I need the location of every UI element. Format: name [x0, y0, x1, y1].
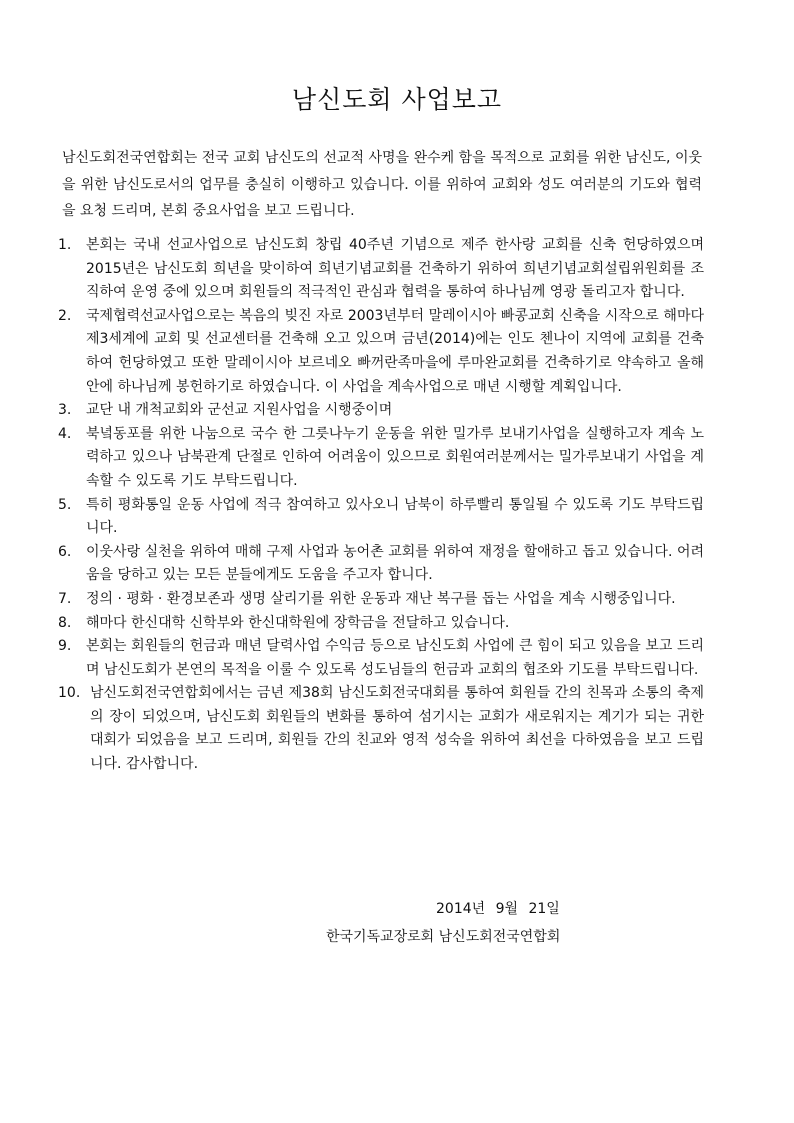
report-item: [58, 541, 704, 588]
item-number: 9.: [58, 638, 72, 655]
item-number: 4.: [58, 425, 72, 442]
report-item: [58, 305, 704, 399]
intro-paragraph: 남신도회전국연합회는 전국 교회 남신도의 선교적 사명을 완수케 함을 목적으로 교회를 위한 남신도, 이웃을 위한 남신도로서의 업무를 충실히 이행하고 있습니다. 이를 위하여 교회와 성도 여러분의 기도와 협력을 요청 드리며, 본회 중요사업을 보고 드립니다.: [62, 150, 702, 219]
item-text: 국제협력선교사업으로는 복음의 빚진 자로 2003년부터 말레이시아 빠콩교회 신축을 시작으로 해마다 제3세계에 교회 및 선교센터를 건축해 오고 있으며 금년(2014)에는 인도 첸나이 지역에 교회를 건축하여 헌당하였고 또한 말레이시아 보르네오 빠꺼란족마을에 루마완교회를 건축하기로 약속하고 올해 안에 하나님께 봉헌하기로 하였습니다. 이 사업을 계속사업으로 매년 시행할 계획입니다.: [86, 307, 704, 395]
item-number: 2.: [58, 307, 72, 324]
item-number: 1.: [58, 237, 72, 253]
report-date: 2014년 9월 21일: [436, 901, 560, 917]
item-number: 8.: [58, 614, 72, 631]
item-text: 이웃사랑 실천을 위하여 매해 구제 사업과 농어촌 교회를 위하여 재정을 할애하고 돕고 있습니다. 어려움을 당하고 있는 모든 분들에게도 도움을 주고자 합니다.: [86, 543, 704, 584]
report-item: [58, 399, 704, 423]
item-text: 북녘동포를 위한 나눔으로 국수 한 그릇나누기 운동을 위한 밀가루 보내기사업을 실행하고자 계속 노력하고 있으나 남북관계 단절로 인하여 어려움이 있으므로 회원여러분께서는 밀가루보내기 사업을 계속할 수 있도록 기도 부탁드립니다.: [86, 425, 704, 489]
item-number: 3.: [58, 402, 72, 419]
report-item: [58, 635, 704, 682]
report-item: [58, 423, 704, 494]
item-text: 남신도회전국연합회에서는 금년 제38회 남신도회전국대회를 통하여 회원들 간의 친목과 소통의 축제의 장이 되었으며, 남신도회 회원들의 변화를 통하여 섬기시는 교회가 새로워지는 계기가 되는 귀한 대회가 되었음을 보고 드리며, 회원들 간의 친교와 영적 성숙을 위하여 최선을 다하였음을 보고 드립니다. 감사합니다.: [90, 685, 704, 773]
item-text: 정의 · 평화 · 환경보존과 생명 살리기를 위한 운동과 재난 복구를 돕는 사업을 계속 시행중입니다.: [86, 590, 676, 607]
item-number: 7.: [58, 590, 72, 607]
report-item: [58, 682, 704, 776]
organization-name: 한국기독교장로회 남신도회전국연합회: [326, 929, 561, 945]
report-item: [58, 234, 704, 305]
item-number: 5.: [58, 496, 72, 513]
report-item: [58, 612, 704, 636]
item-number: 10.: [58, 685, 81, 702]
report-item: [58, 494, 704, 541]
item-text: 교단 내 개척교회와 군선교 지원사업을 시행중이며: [86, 402, 393, 419]
item-text: 본회는 국내 선교사업으로 남신도회 창립 40주년 기념으로 제주 한사랑 교회를 신축 헌당하였으며 2015년은 남신도회 희년을 맞이하여 희년기념교회를 건축하기 위하여 희년기념교회설립위원회를 조직하여 운영 중에 있으며 회원들의 적극적인 관심과 협력을 통하여 하나님께 영광 돌리고자 합니다.: [86, 237, 704, 301]
item-text: 특히 평화통일 운동 사업에 적극 참여하고 있사오니 남북이 하루빨리 통일될 수 있도록 기도 부탁드립니다.: [86, 496, 704, 537]
item-number: 6.: [58, 543, 72, 560]
report-item: [58, 588, 704, 612]
item-text: 본회는 회원들의 헌금과 매년 달력사업 수익금 등으로 남신도회 사업에 큰 힘이 되고 있음을 보고 드리며 남신도회가 본연의 목적을 이룰 수 있도록 성도님들의 헌금과 교회의 협조와 기도를 부탁드립니다.: [86, 638, 704, 678]
report-item-list: [58, 234, 704, 777]
item-text: 해마다 한신대학 신학부와 한신대학원에 장학금을 전달하고 있습니다.: [86, 614, 510, 631]
document-title: 남신도회 사업보고: [291, 85, 503, 114]
